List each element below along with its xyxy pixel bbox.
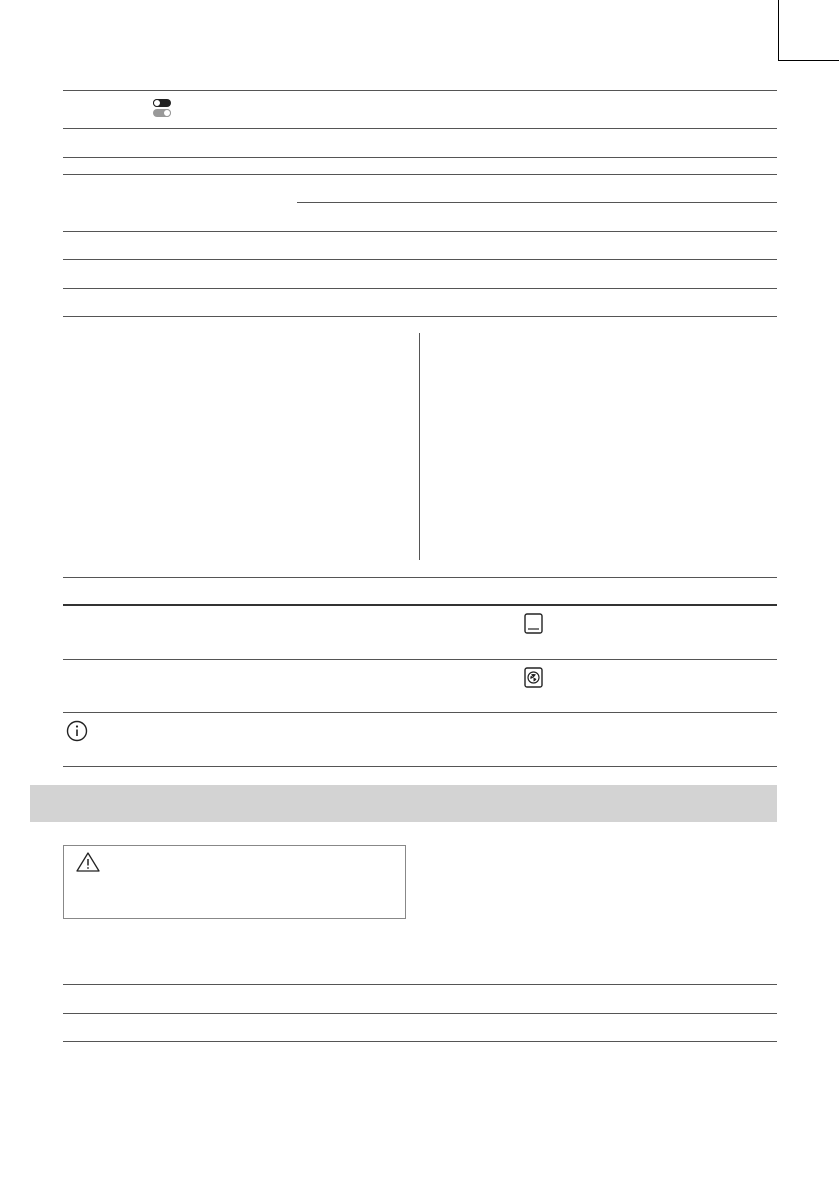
column-divider — [419, 333, 420, 560]
table-rule — [63, 659, 777, 660]
table-header-rule — [63, 604, 777, 606]
table-rule — [63, 231, 777, 232]
table-rule — [63, 90, 777, 91]
oven-icon — [523, 613, 545, 635]
warning-icon — [75, 851, 101, 873]
toggle-switch-icon — [151, 98, 175, 120]
fan-icon — [523, 667, 545, 689]
info-icon — [66, 720, 88, 742]
table-rule — [63, 316, 777, 317]
table-subrule — [297, 202, 777, 203]
table-rule — [63, 1013, 777, 1014]
table-rule — [63, 1041, 777, 1042]
table-rule — [63, 128, 777, 129]
section-heading-bar — [30, 785, 777, 822]
table-rule — [63, 766, 777, 767]
table-rule — [63, 157, 777, 158]
crop-mark-right — [778, 0, 779, 60]
crop-mark-top-right — [778, 60, 839, 61]
warning-box — [63, 845, 406, 919]
table-rule — [63, 174, 777, 175]
table-rule — [63, 712, 777, 713]
table-rule — [63, 984, 777, 985]
table-rule — [63, 288, 777, 289]
table-rule — [63, 577, 777, 578]
table-rule — [63, 259, 777, 260]
